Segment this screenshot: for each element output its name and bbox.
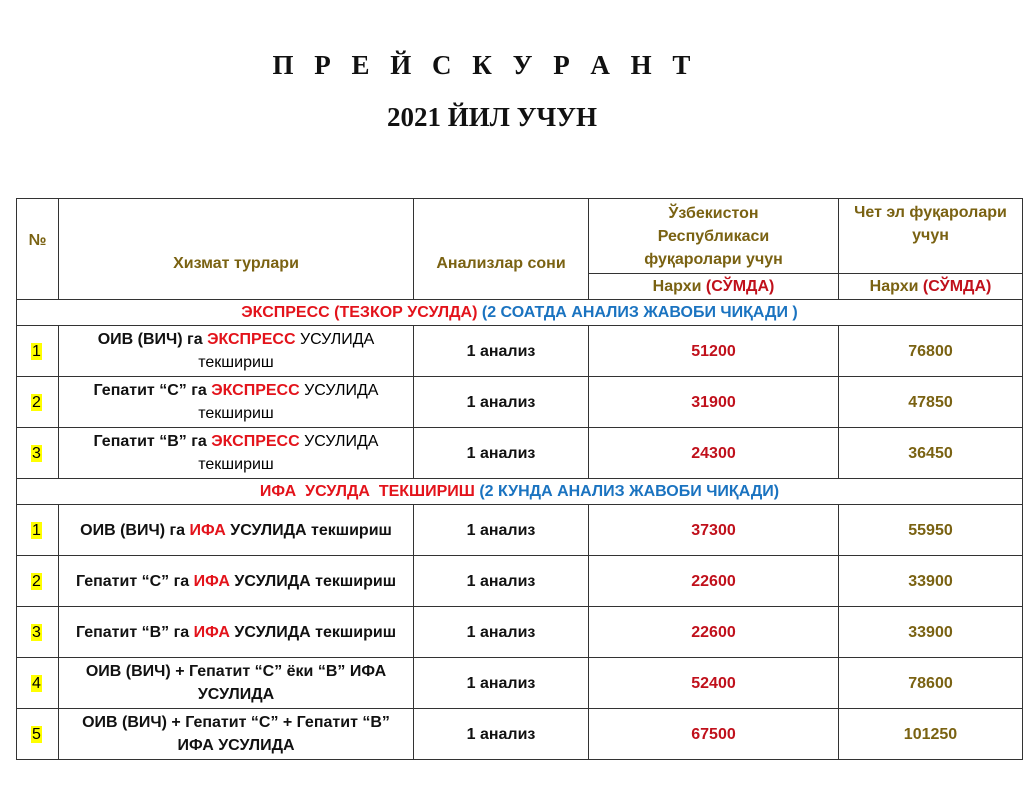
header-row (17, 199, 1023, 274)
table-row (17, 658, 1023, 709)
price-label: Нархи (869, 278, 919, 295)
service-name: Гепатит “В” га ЭКСПРЕСС УСУЛИДА текшириш (59, 428, 414, 479)
analysis-count: 1 анализ (414, 556, 589, 607)
document-title: П Р Е Й С К У Р А Н Т (272, 50, 698, 80)
service-name: Гепатит “В” га ИФА УСУЛИДА текшириш (59, 607, 414, 658)
document-subtitle: 2021 ЙИЛ УЧУН (386, 102, 598, 132)
table-row (17, 505, 1023, 556)
table-row (17, 428, 1023, 479)
row-number: 1 (17, 326, 59, 377)
foreign-price: 47850 (839, 377, 1023, 428)
section-ifa (17, 479, 1023, 505)
table-row (17, 326, 1023, 377)
uzb-price: 22600 (589, 607, 839, 658)
uzb-price: 24300 (589, 428, 839, 479)
service-name: ОИВ (ВИЧ) + Гепатит “С” ёки “В” ИФА УСУЛИДА (59, 658, 414, 709)
section-title-turnaround: (2 КУНДА АНАЛИЗ ЖАВОБИ ЧИҚАДИ) (479, 483, 780, 500)
row-number: 1 (17, 505, 59, 556)
uzb-price: 51200 (589, 326, 839, 377)
analysis-count: 1 анализ (414, 709, 589, 760)
foreign-price: 36450 (839, 428, 1023, 479)
row-number: 3 (17, 428, 59, 479)
foreign-price: 33900 (839, 556, 1023, 607)
service-name: ОИВ (ВИЧ) га ИФА УСУЛИДА текшириш (59, 505, 414, 556)
foreign-price: 55950 (839, 505, 1023, 556)
uzb-price: 37300 (589, 505, 839, 556)
table-row (17, 377, 1023, 428)
header-count: Анализлар сони (414, 199, 589, 300)
service-name: ОИВ (ВИЧ) га ЭКСПРЕСС УСУЛИДА текшириш (59, 326, 414, 377)
header-uzb-price (589, 274, 839, 300)
price-unit: (СЎМДА) (705, 278, 775, 295)
analysis-count: 1 анализ (414, 505, 589, 556)
header-number: № (17, 199, 59, 300)
table-row (17, 556, 1023, 607)
price-table (16, 198, 1023, 760)
row-number: 2 (17, 377, 59, 428)
price-unit: (СЎМДА) (922, 278, 992, 295)
foreign-price: 101250 (839, 709, 1023, 760)
header-service: Хизмат турлари (59, 199, 414, 300)
uzb-price: 67500 (589, 709, 839, 760)
analysis-count: 1 анализ (414, 428, 589, 479)
row-number: 5 (17, 709, 59, 760)
row-number: 3 (17, 607, 59, 658)
uzb-price: 22600 (589, 556, 839, 607)
section-title (17, 479, 1023, 505)
foreign-price: 76800 (839, 326, 1023, 377)
service-name: ОИВ (ВИЧ) + Гепатит “С” + Гепатит “В” ИФА УСУЛИДА (59, 709, 414, 760)
section-title-method: ЭКСПРЕСС (ТЕЗКОР УСУЛДА) (241, 304, 478, 321)
table-row (17, 709, 1023, 760)
row-number: 4 (17, 658, 59, 709)
table-row (17, 607, 1023, 658)
header-foreign-price (839, 274, 1023, 300)
service-name: Гепатит “С” га ЭКСПРЕСС УСУЛИДА текшириш (59, 377, 414, 428)
row-number: 2 (17, 556, 59, 607)
analysis-count: 1 анализ (414, 377, 589, 428)
uzb-price: 52400 (589, 658, 839, 709)
header-foreign-citizens: Чет эл фуқаролари учун (839, 199, 1023, 274)
service-name: Гепатит “С” га ИФА УСУЛИДА текшириш (59, 556, 414, 607)
analysis-count: 1 анализ (414, 607, 589, 658)
header-uzb-citizens: Ўзбекистон Республикаси фуқаролари учун (589, 199, 839, 274)
analysis-count: 1 анализ (414, 658, 589, 709)
analysis-count: 1 анализ (414, 326, 589, 377)
foreign-price: 78600 (839, 658, 1023, 709)
section-title (17, 300, 1023, 326)
price-label: Нархи (652, 278, 702, 295)
section-title-method: ИФА УСУЛДА ТЕКШИРИШ (259, 483, 475, 500)
section-title-turnaround: (2 СОАТДА АНАЛИЗ ЖАВОБИ ЧИҚАДИ ) (481, 304, 798, 321)
uzb-price: 31900 (589, 377, 839, 428)
section-express (17, 300, 1023, 326)
foreign-price: 33900 (839, 607, 1023, 658)
